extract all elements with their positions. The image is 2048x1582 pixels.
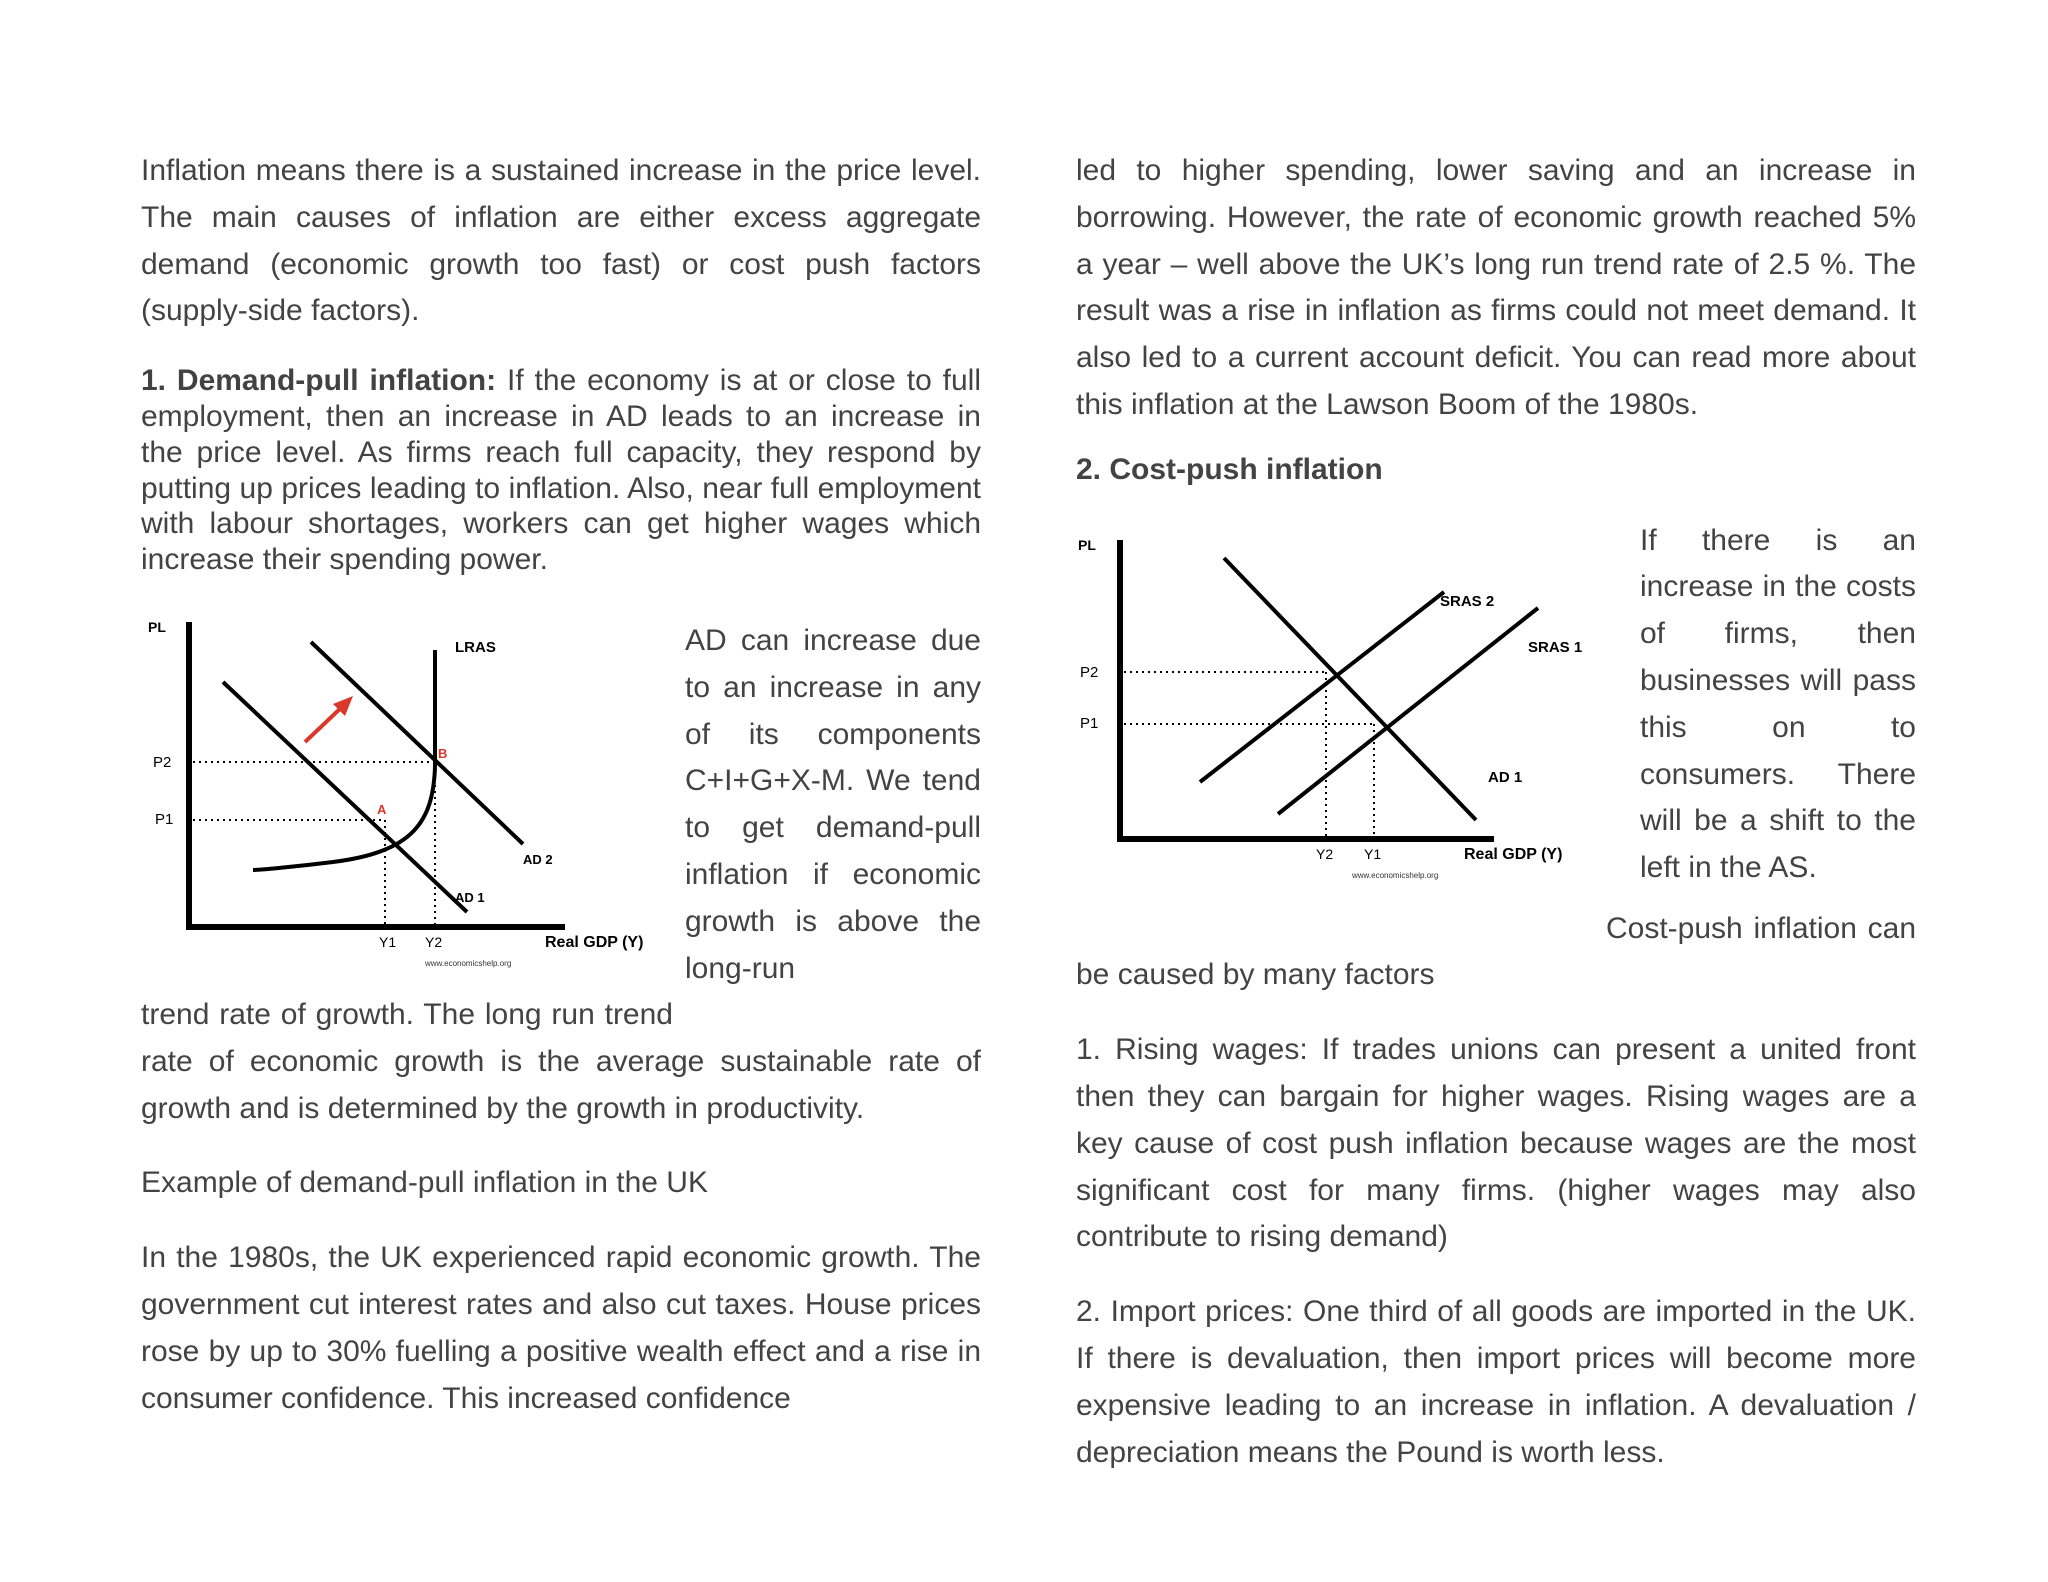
import-prices-paragraph: 2. Import prices: One third of all goods are imported in the UK. If there is devaluation, then import prices will become more expensive leading to an increase in inflation. A devaluation / depreciation means the Pound is worth less. bbox=[1076, 1295, 1916, 1469]
point-b-label: B bbox=[438, 745, 448, 761]
figure-block-1 bbox=[141, 610, 981, 992]
factors-paragraph: Cost-push inflation can be caused by many factors bbox=[1076, 911, 1916, 992]
source-label: www.economicshelp.org bbox=[1352, 870, 1439, 880]
y1-label: Y1 bbox=[1364, 845, 1382, 862]
demand-pull-diagram bbox=[133, 612, 663, 992]
p1-label: P1 bbox=[155, 810, 174, 828]
point-a-label: A bbox=[377, 801, 387, 817]
right-column bbox=[1076, 148, 1916, 1476]
demand-pull-chart-svg bbox=[133, 612, 663, 992]
sras2-label: SRAS 2 bbox=[1440, 592, 1495, 610]
y2-label: Y2 bbox=[425, 933, 443, 950]
rising-wages-paragraph: 1. Rising wages: If trades unions can present a united front then they can bargain for higher wages. Rising wages are a key cause of cost push inflation because wages are the most significant cost for many firms. (higher wages may also contribute to rising demand) bbox=[1076, 1033, 1916, 1254]
ad1-label: AD 1 bbox=[1488, 768, 1523, 786]
sras1-label: SRAS 1 bbox=[1528, 638, 1583, 656]
cost-push-diagram bbox=[1056, 522, 1606, 912]
ad2-line bbox=[311, 642, 523, 844]
p1-label: P1 bbox=[1080, 714, 1099, 732]
trend-rate-paragraph: trend rate of growth. The long run trend rate of economic growth is the average sustainable rate of growth and is determined by the growth in productivity. bbox=[141, 997, 981, 1125]
figure-block-2 bbox=[1076, 518, 1916, 912]
example-heading: Example of demand-pull inflation in the UK bbox=[141, 1166, 708, 1200]
intro-paragraph: Inflation means there is a sustained increase in the price level. The main causes of inflation are either excess aggregate demand (economic growth too fast) or cost push factors (supply-side factors). bbox=[141, 154, 981, 328]
source-label: www.economicshelp.org bbox=[425, 958, 512, 968]
p2-label: P2 bbox=[153, 753, 172, 771]
demand-pull-text: If the economy is at or close to full employment, then an increase in AD leads to an increase in the price level. As firms reach full capacity, they respond by putting up prices leading to inflation. Also, near full employment with labour shortages, workers can get higher wages which increase their spending power. bbox=[141, 364, 981, 577]
left-column bbox=[141, 148, 981, 1422]
sras2-line bbox=[1200, 592, 1444, 782]
x-axis-label: Real GDP (Y) bbox=[545, 933, 644, 951]
demand-pull-heading: 1. Demand-pull inflation: bbox=[141, 364, 497, 398]
demand-pull-paragraph bbox=[141, 363, 981, 578]
shift-arrow bbox=[305, 706, 343, 742]
ad2-label: AD 2 bbox=[523, 851, 553, 867]
ad1-label: AD 1 bbox=[455, 889, 485, 905]
cost-push-chart-svg bbox=[1056, 522, 1606, 912]
lawson-boom-paragraph: led to higher spending, lower saving and an increase in borrowing. However, the rate of economic growth reached 5% a year – well above the UK’s long run trend rate of 2.5 %. The result was a rise in inflation as firms could not meet demand. It also led to a current account deficit. You can read more about this inflation at the Lawson Boom of the 1980s. bbox=[1076, 154, 1916, 421]
y-axis-label: PL bbox=[148, 618, 166, 635]
lras-label: LRAS bbox=[455, 638, 496, 656]
y-axis-label: PL bbox=[1078, 536, 1096, 553]
uk-1980s-paragraph: In the 1980s, the UK experienced rapid economic growth. The government cut interest rates and also cut taxes. House prices rose by up to 30% fuelling a positive wealth effect and a rise in consumer confidence. This increased confidence bbox=[141, 1241, 981, 1415]
cost-push-wrap-text: If there is an increase in the costs of firms, then businesses will pass this on to consumers. There will be a shift to the left in the AS. bbox=[1640, 523, 1916, 885]
y2-label: Y2 bbox=[1316, 845, 1334, 862]
ad-wrap-text: AD can increase due to an increase in any of its components C+I+G+X-M. We tend to get demand-pull inflation if economic growth is above the long-run bbox=[685, 623, 981, 985]
p2-label: P2 bbox=[1080, 663, 1099, 681]
y1-label: Y1 bbox=[379, 933, 397, 950]
x-axis-label: Real GDP (Y) bbox=[1464, 845, 1563, 863]
cost-push-heading: 2. Cost-push inflation bbox=[1076, 452, 1383, 486]
